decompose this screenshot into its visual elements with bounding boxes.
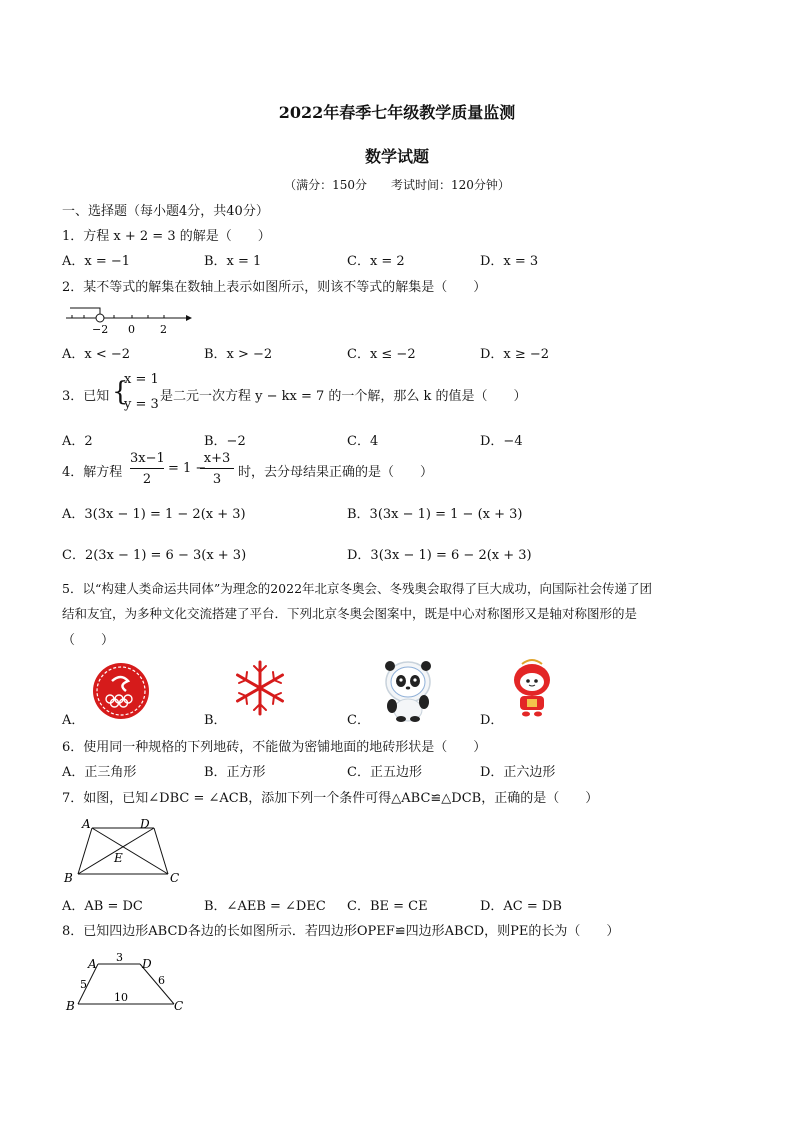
page-subtitle: 数学试题 [364,147,429,166]
q8-quadrilateral-figure [62,948,192,1014]
q4-option-c: C．2(3x − 1) = 6 − 3(x + 3) [62,548,247,563]
q2-option-b: B．x > −2 [204,347,273,362]
vertex-label-d: D [140,817,150,831]
q6-option-a: A．正三角形 [62,765,137,780]
q4-prefix: 4．解方程 [62,465,123,480]
q2-number-line [62,302,192,336]
lantern-mascot-image [508,656,556,720]
vertex-label-b: B [64,871,73,885]
axis-label-neg2: −2 [92,323,109,336]
q1-option-b: B．x = 1 [204,254,262,269]
q4-fraction1-bar [130,468,164,469]
q5-option-b: B． [204,713,227,728]
q4-stem: 时，去分母结果正确的是（ ） [238,465,434,480]
q5-option-c: C． [347,713,370,728]
q1-option-d: D．x = 3 [480,254,539,269]
q5-stem-line3: （ ） [62,633,115,648]
section-heading: 一、选择题（每小题4分，共40分） [62,204,269,219]
q7-option-a: A．AB = DC [62,899,143,914]
exam-info: （满分：150分 考试时间：120分钟） [284,178,510,192]
q5-option-a: A． [62,713,85,728]
vertex-label-b: B [66,999,75,1013]
q4-fraction1-numerator: 3x−1 [130,451,165,466]
side-length-ab: 5 [80,978,87,991]
q6-option-c: C．正五边形 [347,765,422,780]
vertex-label-e: E [114,851,123,865]
q1-option-a: A．x = −1 [62,254,131,269]
q3-system-eq2: y = 3 [124,397,159,412]
q2-option-a: A．x < −2 [62,347,131,362]
q3-option-c: C．4 [347,434,379,449]
q7-option-c: C．BE = CE [347,899,428,914]
q7-option-d: D．AC = DB [480,899,562,914]
q5-option-d: D． [480,713,504,728]
q6-option-d: D．正六边形 [480,765,556,780]
page-title: 2022年春季七年级教学质量监测 [278,103,516,122]
q3-system-eq1: x = 1 [124,372,159,387]
side-length-dc: 6 [158,974,165,987]
vertex-label-a: A [88,957,97,971]
vertex-label-d: D [142,957,152,971]
q6-stem: 6．使用同一种规格的下列地砖，不能做为密铺地面的地砖形状是（ ） [62,740,487,755]
q7-trapezoid-figure [62,816,192,888]
q4-option-a: A．3(3x − 1) = 1 − 2(x + 3) [62,507,246,522]
q1-stem: 1．方程 x + 2 = 3 的解是（ ） [62,229,271,244]
q7-stem: 7．如图，已知∠DBC = ∠ACB，添加下列一个条件可得△ABC≌△DCB，正确的是（ ） [62,791,599,806]
q3-stem: 是二元一次方程 y − kx = 7 的一个解，那么 k 的值是（ ） [160,389,527,404]
red-circle-emblem-image [88,661,154,721]
q7-option-b: B．∠AEB = ∠DEC [204,899,326,914]
q4-fraction2-denominator: 3 [212,472,222,487]
axis-label-0: 0 [128,323,135,336]
q3-prefix: 3．已知 [62,389,110,404]
q3-brace: { [112,377,129,407]
q4-fraction2-bar [200,468,234,469]
q5-stem-line1: 5．以“构建人类命运共同体”为理念的2022年北京冬奥会、冬残奥会取得了巨大成功，向国际社会传递了团 [62,581,653,596]
q4-fraction1-denominator: 2 [142,472,152,487]
q2-stem: 2．某不等式的解集在数轴上表示如图所示，则该不等式的解集是（ ） [62,280,487,295]
vertex-label-c: C [170,871,180,885]
side-length-bc: 10 [114,991,128,1004]
snowflake-emblem-image [228,658,292,718]
q5-stem-line2: 结和友宜，为多种文化交流搭建了平台．下列北京冬奥会图案中，既是中心对称图形又是轴对称图形的是 [62,606,638,621]
q3-option-b: B．−2 [204,434,246,449]
q3-option-a: A．2 [62,434,93,449]
q8-stem: 8．已知四边形ABCD各边的长如图所示．若四边形OPEF≌四边形ABCD，则PE的长为（ ） [62,924,620,939]
panda-mascot-image [374,656,442,722]
vertex-label-c: C [174,999,184,1013]
q1-option-c: C．x = 2 [347,254,405,269]
vertex-label-a: A [82,817,91,831]
q4-middle: = 1 − [168,461,207,476]
q3-option-d: D．−4 [480,434,523,449]
axis-label-2: 2 [160,323,167,336]
q2-option-d: D．x ≥ −2 [480,347,550,362]
q2-option-c: C．x ≤ −2 [347,347,416,362]
q4-option-b: B．3(3x − 1) = 1 − (x + 3) [347,507,523,522]
q4-fraction2-numerator: x+3 [203,451,231,466]
q6-option-b: B．正方形 [204,765,266,780]
side-length-ad: 3 [116,951,123,964]
q4-option-d: D．3(3x − 1) = 6 − 2(x + 3) [347,548,532,563]
